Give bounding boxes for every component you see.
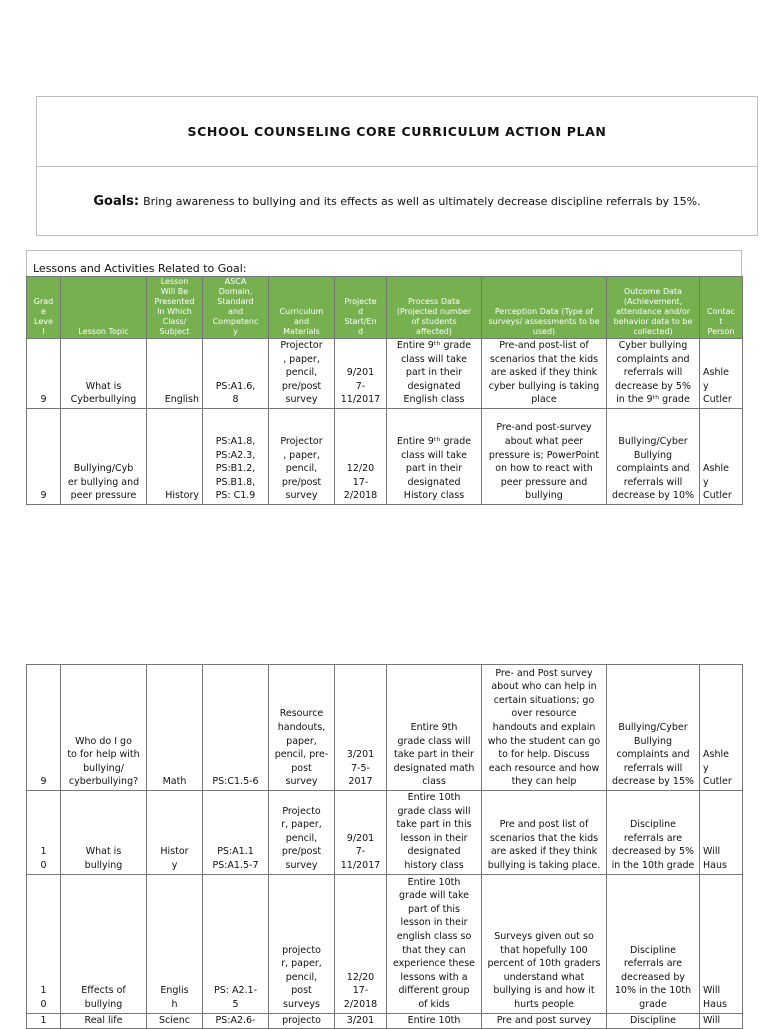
cell-process: Entire 9ᵗʰ grade class will take part in their designated English class <box>387 339 482 409</box>
header-outcome-data: Outcome Data (Achievement, attendance and/or behavior data to be collected) <box>607 277 700 339</box>
cell-process: Entire 10th grade will take part of this lesson in their english class so that they can experience these lessons with a different group of kids <box>387 874 482 1013</box>
goals-text: Bring awareness to bullying and its effects as well as ultimately decrease discipline referrals by 15%. <box>143 194 701 208</box>
header-contact-person: Contac t Person <box>700 277 743 339</box>
cell-dates: 12/20 17- 2/2018 <box>335 409 387 505</box>
cell-subject: History <box>147 409 203 505</box>
cell-perception: Pre- and Post survey about who can help in certain situations; go over resource handouts and explain who the student can go to for help. Discuss each resource and how they can help <box>482 665 607 791</box>
table-row <box>27 409 743 505</box>
cell-asca: PS: A2.1- 5 <box>203 874 269 1013</box>
cell-process: Entire 10th grade class will take part in this lesson in their designated history class <box>387 791 482 875</box>
cell-materials: Projecto r, paper, pencil, pre/post survey <box>269 791 335 875</box>
table-row <box>27 1013 743 1029</box>
cell-asca: PS:A1.1 PS:A1.5-7 <box>203 791 269 875</box>
cell-asca: PS:A2.6- <box>203 1013 269 1029</box>
cell-grade: 1 <box>27 1013 61 1029</box>
cell-subject: Scienc <box>147 1013 203 1029</box>
cell-asca: PS:A1.8, PS:A2.3, PS:B1.2, PS.B1.8, PS: C1.9 <box>203 409 269 505</box>
cell-grade: 1 0 <box>27 791 61 875</box>
table-row <box>27 339 743 409</box>
cell-outcome: Discipline referrals are decreased by 5% in the 10th grade <box>607 791 700 875</box>
table-row <box>27 665 743 791</box>
cell-topic: Bullying/Cyb er bullying and peer pressure <box>61 409 147 505</box>
goals-box <box>36 166 758 236</box>
goals-label: Goals: <box>93 193 140 209</box>
cell-materials: projecto r, paper, pencil, post surveys <box>269 874 335 1013</box>
cell-outcome: Cyber bullying complaints and referrals will decrease by 5% in the 9ᵗʰ grade <box>607 339 700 409</box>
cell-process: Entire 10th <box>387 1013 482 1029</box>
cell-grade: 9 <box>27 339 61 409</box>
header-curriculum-materials: Curriculum and Materials <box>269 277 335 339</box>
cell-outcome: Bullying/Cyber Bullying complaints and referrals will decrease by 15% <box>607 665 700 791</box>
cell-subject: English <box>147 339 203 409</box>
table-row <box>27 874 743 1013</box>
cell-topic: Effects of bullying <box>61 874 147 1013</box>
table-header-row <box>27 277 743 339</box>
cell-materials: Resource handouts, paper, pencil, pre- post survey <box>269 665 335 791</box>
cell-grade: 9 <box>27 409 61 505</box>
lessons-table-page2 <box>26 664 743 1029</box>
cell-subject: Math <box>147 665 203 791</box>
header-process-data: Process Data (Projected number of students affected) <box>387 277 482 339</box>
cell-dates: 3/201 <box>335 1013 387 1029</box>
cell-grade: 1 0 <box>27 874 61 1013</box>
title-box <box>36 96 758 167</box>
cell-contact: Ashle y Cutler <box>700 665 743 791</box>
cell-perception: Pre-and post-list of scenarios that the kids are asked if they think cyber bullying is taking place <box>482 339 607 409</box>
cell-materials: Projector , paper, pencil, pre/post survey <box>269 339 335 409</box>
header-lesson-topic: Lesson Topic <box>61 277 147 339</box>
cell-materials: Projector , paper, pencil, pre/post survey <box>269 409 335 505</box>
cell-outcome: Discipline <box>607 1013 700 1029</box>
cell-grade: 9 <box>27 665 61 791</box>
cell-contact: Ashle y Cutler <box>700 409 743 505</box>
cell-outcome: Bullying/Cyber Bullying complaints and referrals will decrease by 10% <box>607 409 700 505</box>
header-asca-domain: ASCA Domain, Standard and Competenc y <box>203 277 269 339</box>
header-grade-level: Grad e Leve l <box>27 277 61 339</box>
cell-dates: 12/20 17- 2/2018 <box>335 874 387 1013</box>
table-row <box>27 791 743 875</box>
cell-contact: Will Haus <box>700 874 743 1013</box>
cell-topic: What is bullying <box>61 791 147 875</box>
lessons-table-page1 <box>26 276 743 505</box>
cell-perception: Pre and post survey <box>482 1013 607 1029</box>
cell-asca: PS:A1.6, 8 <box>203 339 269 409</box>
cell-dates: 9/201 7- 11/2017 <box>335 339 387 409</box>
cell-subject: Englis h <box>147 874 203 1013</box>
cell-process: Entire 9ᵗʰ grade class will take part in their designated History class <box>387 409 482 505</box>
cell-perception: Surveys given out so that hopefully 100 percent of 10th graders understand what bullying is and how it hurts people <box>482 874 607 1013</box>
header-projected-start-end: Projecte d Start/En d <box>335 277 387 339</box>
cell-dates: 3/201 7-5- 2017 <box>335 665 387 791</box>
cell-contact: Will Haus <box>700 791 743 875</box>
lessons-heading-box <box>26 250 742 276</box>
cell-perception: Pre and post list of scenarios that the kids are asked if they think bullying is taking place. <box>482 791 607 875</box>
document-title: SCHOOL COUNSELING CORE CURRICULUM ACTION PLAN <box>187 124 607 139</box>
cell-topic: What is Cyberbullying <box>61 339 147 409</box>
cell-contact: Ashle y Cutler <box>700 339 743 409</box>
cell-topic: Real life <box>61 1013 147 1029</box>
cell-subject: Histor y <box>147 791 203 875</box>
cell-asca: PS:C1.5-6 <box>203 665 269 791</box>
cell-perception: Pre-and post-survey about what peer pressure is; PowerPoint on how to react with peer pressure and bullying <box>482 409 607 505</box>
lessons-heading: Lessons and Activities Related to Goal: <box>33 262 247 275</box>
cell-topic: Who do I go to for help with bullying/ cyberbullying? <box>61 665 147 791</box>
cell-dates: 9/201 7- 11/2017 <box>335 791 387 875</box>
header-class-subject: Lesson Will Be Presented In Which Class/ Subject <box>147 277 203 339</box>
header-perception-data: Perception Data (Type of surveys/ assessments to be used) <box>482 277 607 339</box>
cell-contact: Will <box>700 1013 743 1029</box>
cell-materials: projecto <box>269 1013 335 1029</box>
cell-outcome: Discipline referrals are decreased by 10% in the 10th grade <box>607 874 700 1013</box>
cell-process: Entire 9th grade class will take part in their designated math class <box>387 665 482 791</box>
